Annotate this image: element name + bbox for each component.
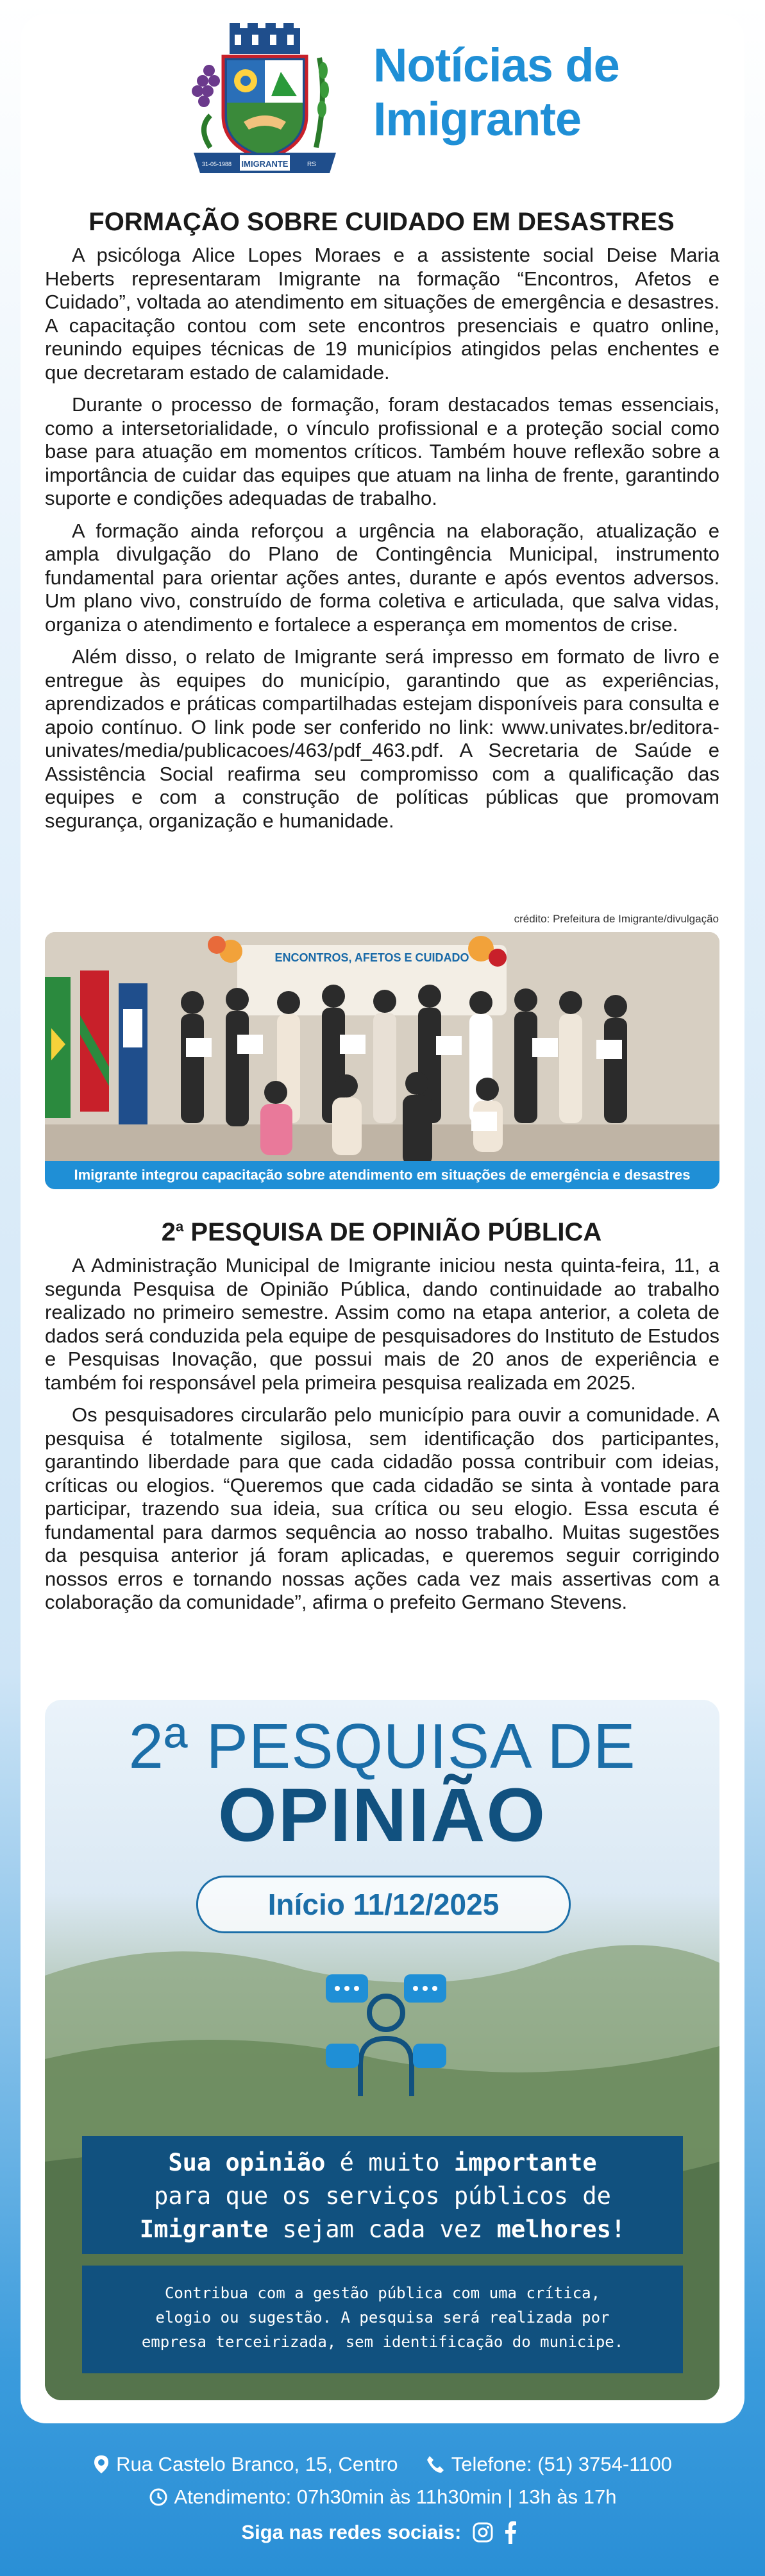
svg-text:RS: RS xyxy=(307,161,316,168)
article2-title-ordinal: a xyxy=(176,1218,184,1235)
poster-box1-bold: importante xyxy=(453,2149,597,2176)
article2-title xyxy=(45,1218,718,1247)
footer-hours-row xyxy=(0,2484,765,2509)
poster-message-box xyxy=(82,2136,683,2254)
poster-box1-bold: Sua opinião xyxy=(168,2149,326,2176)
poster-start-date: Início 11/12/2025 xyxy=(196,1876,571,1933)
footer-phone: Telefone: (51) 3754-1100 xyxy=(451,2452,672,2475)
article1-body xyxy=(45,244,719,842)
location-pin-icon xyxy=(93,2454,110,2475)
people-speech-icon xyxy=(323,1968,449,2096)
poster-box1-line2: para que os serviços públicos de xyxy=(154,2182,611,2210)
poster-box2-line: Contribua com a gestão pública com uma crítica, xyxy=(164,2284,601,2302)
article1-paragraph: Durante o processo de formação, foram destacados temas essenciais, como a intersetorialidade, o vínculo profissional e a proteção social como base para atuação em momentos críticos. Também houve reflexão sobre a importância de cuidar das equipes que atuam na linha de frente, garantindo suporte e condições adequadas de trabalho. xyxy=(45,393,719,509)
poster-box1-bold: melhores! xyxy=(496,2216,626,2243)
article1-paragraph: A psicóloga Alice Lopes Moraes e a assistente social Deise Maria Heberts representaram Imigrante na formação “Encontros, Afetos e Cuidado”, voltada ao atendimento em situações de emergência e desastres. A capacitação contou com sete encontros presenciais e quatro online, reunindo equipes técnicas de 19 municípios atingidos pelas enchentes e que decretaram estado de calamidade. xyxy=(45,244,719,384)
footer-contact-row xyxy=(0,2452,765,2476)
footer-address: Rua Castelo Branco, 15, Centro xyxy=(116,2452,398,2475)
poster-title-line2: OPINIÃO xyxy=(217,1773,547,1858)
clock-icon xyxy=(149,2487,168,2507)
article2-title-text: PESQUISA DE OPINIÃO PÚBLICA xyxy=(183,1218,602,1246)
footer-hours: Atendimento: 07h30min às 11h30min | 13h às 17h xyxy=(174,2485,617,2508)
poster-title-line1: 2ª PESQUISA DE xyxy=(128,1711,636,1781)
svg-text:31-05-1988: 31-05-1988 xyxy=(201,161,232,167)
article1-paragraph: A formação ainda reforçou a urgência na elaboração, atualização e ampla divulgação do Plano de Contingência Municipal, instrumento fundamental para orientar ações antes, durante e após eventos adversos. Um plano vivo, construído de forma coletiva e articulada, que salva vidas, organiza o atendimento e fortalece a esperança em momentos de crise. xyxy=(45,519,719,636)
brand-line-2: Imigrante xyxy=(373,92,582,146)
crest-banner-text: IMIGRANTE xyxy=(241,159,289,169)
article2-body xyxy=(45,1254,719,1623)
poster-box1-text: é muito xyxy=(325,2149,454,2176)
article2-paragraph: Os pesquisadores circularão pelo município para ouvir a comunidade. A pesquisa é totalmente sigilosa, sem identificação dos participantes, garantindo liberdade para que cada cidadão possa contribuir com ideias, críticas ou elogios. “Queremos que cada cidadão se sinta à vontade para participar, trazendo sua ideia, sua crítica ou seu elogio. Essa escuta é fundamental para darmos sequência ao nosso trabalho. Muitas sugestões da pesquisa anterior já foram aplicadas, e queremos seguir corrigindo nossos erros e tornando nossas ações cada vez mais assertivas com a colaboração da comunidade”, afirma o prefeito Germano Stevens. xyxy=(45,1403,719,1613)
article1-photo xyxy=(45,932,719,1189)
photo-caption: Imigrante integrou capacitação sobre atendimento em situações de emergência e desastres xyxy=(45,1161,719,1189)
facebook-icon[interactable] xyxy=(503,2521,517,2544)
article1-title: FORMAÇÃO SOBRE CUIDADO EM DESASTRES xyxy=(88,208,675,236)
article1-paragraph: Além disso, o relato de Imigrante será impresso em formato de livro e entregue às equipes do município, garantindo que as experiências, aprendizados e práticas compartilhadas estejam disponíveis para consulta e apoio contínuo. O link pode ser conferido no link: www.univates.br/editora-univates/media/publicacoes/463/pdf_463.pdf. A Secretaria de Saúde e Assistência Social reafirma seu compromisso com a qualificação das equipes e com a construção de políticas públicas que promovam segurança, organização e humanidade. xyxy=(45,645,719,832)
survey-poster xyxy=(45,1700,719,2400)
municipal-crest-logo xyxy=(185,19,345,180)
footer-social-label: Siga nas redes sociais: xyxy=(241,2520,462,2543)
group-photo-illustration xyxy=(45,932,719,1189)
poster-box1-text: sejam cada vez xyxy=(268,2216,497,2243)
brand-title xyxy=(373,38,619,146)
photo-banner-text: ENCONTROS, AFETOS E CUIDADO xyxy=(274,951,469,964)
poster-info-box xyxy=(82,2266,683,2373)
poster-box2-line: elogio ou sugestão. A pesquisa será realizada por xyxy=(155,2309,610,2326)
phone-icon xyxy=(426,2455,445,2474)
instagram-icon[interactable] xyxy=(472,2521,494,2543)
poster-box1-bold: Imigrante xyxy=(139,2216,269,2243)
photo-credit: crédito: Prefeitura de Imigrante/divulgação xyxy=(514,913,719,925)
article2-paragraph: A Administração Municipal de Imigrante iniciou nesta quinta-feira, 11, a segunda Pesquisa de Opinião Pública, dando continuidade ao trabalho realizado no primeiro semestre. Assim como na etapa anterior, a coleta de dados será conduzida pela equipe de pesquisadores do Instituto de Estudos e Pesquisas Inovação, que possui mais de 20 anos de experiência e também foi responsável pela primeira pesquisa realizada em 2025. xyxy=(45,1254,719,1394)
footer-social-row xyxy=(0,2520,765,2544)
poster-box2-line: empresa terceirizada, sem identificação do municipe. xyxy=(141,2333,624,2351)
article2-title-number: 2 xyxy=(161,1218,176,1246)
brand-line-1: Notícias de xyxy=(373,38,619,92)
